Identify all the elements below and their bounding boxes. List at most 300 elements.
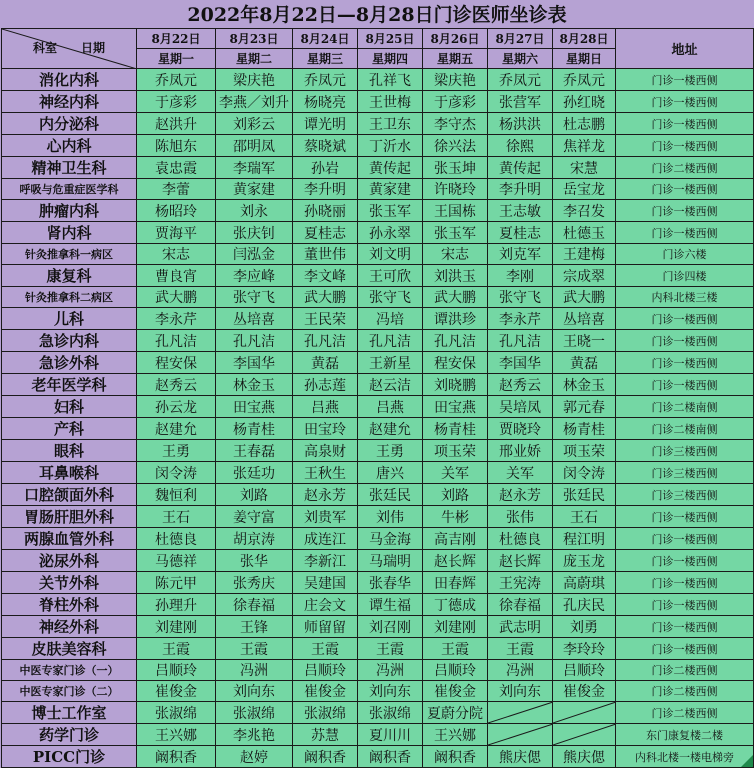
schedule-body bbox=[2, 29, 754, 768]
doctor-cell: 王国栋 bbox=[423, 200, 488, 222]
doctor-cell: 王霞 bbox=[488, 638, 553, 660]
doctor-cell: 武大鹏 bbox=[137, 287, 216, 308]
doctor-cell: 乔凤元 bbox=[488, 69, 553, 91]
corner-cell bbox=[2, 29, 137, 69]
doctor-cell: 李应峰 bbox=[216, 265, 293, 287]
doctor-cell: 杜德玉 bbox=[553, 222, 616, 244]
doctor-cell: 王卫东 bbox=[358, 113, 423, 135]
doctor-cell: 刘路 bbox=[216, 484, 293, 506]
doctor-cell: 孙志莲 bbox=[293, 374, 358, 396]
doctor-cell: 刘洪玉 bbox=[423, 265, 488, 287]
department-name: 产科 bbox=[2, 418, 137, 440]
address-cell: 门诊一楼西侧 bbox=[616, 550, 754, 572]
address-cell: 门诊一楼西侧 bbox=[616, 506, 754, 528]
table-row bbox=[2, 135, 754, 157]
doctor-cell: 刘伟 bbox=[358, 506, 423, 528]
doctor-cell: 宋志 bbox=[137, 244, 216, 265]
weekday-header: 星期三 bbox=[293, 49, 358, 69]
doctor-cell: 赵云洁 bbox=[358, 374, 423, 396]
doctor-cell: 吕顺玲 bbox=[553, 660, 616, 681]
doctor-cell: 张淑绵 bbox=[137, 702, 216, 724]
doctor-cell: 谭生福 bbox=[358, 594, 423, 616]
weekday-header: 星期五 bbox=[423, 49, 488, 69]
department-name: 关节外科 bbox=[2, 572, 137, 594]
table-row bbox=[2, 396, 754, 418]
date-header: 8月26日 bbox=[423, 29, 488, 49]
doctor-cell: 乔凤元 bbox=[293, 69, 358, 91]
doctor-cell: 孔凡洁 bbox=[488, 330, 553, 352]
diagonal-line bbox=[488, 702, 553, 723]
doctor-cell: 张守飞 bbox=[358, 287, 423, 308]
doctor-cell: 李刚 bbox=[488, 265, 553, 287]
doctor-cell: 王石 bbox=[553, 506, 616, 528]
date-header: 8月23日 bbox=[216, 29, 293, 49]
table-row bbox=[2, 572, 754, 594]
doctor-cell: 赵洪升 bbox=[137, 113, 216, 135]
diagonal-line bbox=[553, 702, 616, 723]
table-row bbox=[2, 265, 754, 287]
empty-cell bbox=[488, 702, 553, 724]
doctor-cell: 张廷民 bbox=[553, 484, 616, 506]
doctor-cell: 王勇 bbox=[358, 440, 423, 462]
address-cell: 门诊一楼西侧 bbox=[616, 200, 754, 222]
table-row bbox=[2, 200, 754, 222]
weekday-header: 星期二 bbox=[216, 49, 293, 69]
doctor-cell: 马金海 bbox=[358, 528, 423, 550]
table-row bbox=[2, 528, 754, 550]
department-name: 消化内科 bbox=[2, 69, 137, 91]
doctor-cell: 田春辉 bbox=[423, 572, 488, 594]
doctor-cell: 杨洪洪 bbox=[488, 113, 553, 135]
doctor-cell: 王民荣 bbox=[293, 308, 358, 330]
doctor-cell: 徐熙 bbox=[488, 135, 553, 157]
table-row bbox=[2, 724, 754, 746]
address-cell: 门诊一楼西侧 bbox=[616, 179, 754, 200]
doctor-cell: 林金玉 bbox=[553, 374, 616, 396]
doctor-cell: 阚积香 bbox=[358, 746, 423, 768]
department-name: 两腺血管外科 bbox=[2, 528, 137, 550]
doctor-cell: 唐兴 bbox=[358, 462, 423, 484]
table-row bbox=[2, 616, 754, 638]
address-cell: 门诊一楼西侧 bbox=[616, 330, 754, 352]
doctor-cell: 王建梅 bbox=[553, 244, 616, 265]
doctor-cell: 孔凡洁 bbox=[137, 330, 216, 352]
address-cell: 内科北楼三楼 bbox=[616, 287, 754, 308]
department-name: 口腔颌面外科 bbox=[2, 484, 137, 506]
corner-label: 科室 日期 bbox=[32, 41, 105, 55]
doctor-cell: 杨昭玲 bbox=[137, 200, 216, 222]
doctor-cell: 乔凤元 bbox=[137, 69, 216, 91]
doctor-cell: 刘建刚 bbox=[137, 616, 216, 638]
department-name: 耳鼻喉科 bbox=[2, 462, 137, 484]
empty-cell bbox=[488, 724, 553, 746]
department-name: 肾内科 bbox=[2, 222, 137, 244]
doctor-cell: 岳宝龙 bbox=[553, 179, 616, 200]
address-cell: 门诊三楼西侧 bbox=[616, 440, 754, 462]
doctor-cell: 冯培 bbox=[358, 308, 423, 330]
weekday-header: 星期日 bbox=[553, 49, 616, 69]
date-header: 8月25日 bbox=[358, 29, 423, 49]
doctor-cell: 李蕾 bbox=[137, 179, 216, 200]
doctor-cell: 夏蔚分院 bbox=[423, 702, 488, 724]
address-cell: 门诊二楼西侧 bbox=[616, 157, 754, 179]
doctor-cell: 梁庆艳 bbox=[216, 69, 293, 91]
table-row bbox=[2, 681, 754, 702]
doctor-cell: 徐兴法 bbox=[423, 135, 488, 157]
doctor-cell: 袁忠霞 bbox=[137, 157, 216, 179]
doctor-cell: 田宝玲 bbox=[293, 418, 358, 440]
department-name: 肿瘤内科 bbox=[2, 200, 137, 222]
address-cell: 门诊一楼西侧 bbox=[616, 594, 754, 616]
doctor-cell: 张伟 bbox=[488, 506, 553, 528]
address-cell: 东门康复楼二楼 bbox=[616, 724, 754, 746]
department-name: 皮肤美容科 bbox=[2, 638, 137, 660]
doctor-cell: 赵长辉 bbox=[423, 550, 488, 572]
doctor-cell: 郭元春 bbox=[553, 396, 616, 418]
table-row bbox=[2, 244, 754, 265]
doctor-cell: 李升明 bbox=[293, 179, 358, 200]
doctor-cell: 张庆钊 bbox=[216, 222, 293, 244]
doctor-cell: 梁庆艳 bbox=[423, 69, 488, 91]
doctor-cell: 孙晓丽 bbox=[293, 200, 358, 222]
doctor-cell: 张廷功 bbox=[216, 462, 293, 484]
weekday-header: 星期一 bbox=[137, 49, 216, 69]
doctor-cell: 高泉财 bbox=[293, 440, 358, 462]
doctor-cell: 王新星 bbox=[358, 352, 423, 374]
doctor-cell: 王石 bbox=[137, 506, 216, 528]
address-cell: 门诊二楼西侧 bbox=[616, 660, 754, 681]
table-row bbox=[2, 352, 754, 374]
department-name: 药学门诊 bbox=[2, 724, 137, 746]
doctor-cell: 王晓一 bbox=[553, 330, 616, 352]
doctor-cell: 王世梅 bbox=[358, 91, 423, 113]
doctor-cell: 宗成翠 bbox=[553, 265, 616, 287]
doctor-cell: 赵建允 bbox=[358, 418, 423, 440]
table-row bbox=[2, 702, 754, 724]
diagonal-line bbox=[553, 724, 616, 745]
doctor-cell: 黄家建 bbox=[358, 179, 423, 200]
address-cell: 门诊一楼西侧 bbox=[616, 308, 754, 330]
address-cell: 门诊一楼西侧 bbox=[616, 69, 754, 91]
address-cell: 内科北楼一楼电梯旁 bbox=[616, 746, 754, 768]
department-name: 心内科 bbox=[2, 135, 137, 157]
date-header: 8月24日 bbox=[293, 29, 358, 49]
weekday-header: 星期六 bbox=[488, 49, 553, 69]
resize-corner-icon bbox=[741, 755, 753, 767]
doctor-cell: 王霞 bbox=[216, 638, 293, 660]
doctor-cell: 王霞 bbox=[137, 638, 216, 660]
address-cell: 门诊一楼西侧 bbox=[616, 638, 754, 660]
address-cell: 门诊四楼 bbox=[616, 265, 754, 287]
doctor-cell: 黄传起 bbox=[488, 157, 553, 179]
doctor-cell: 杨青桂 bbox=[423, 418, 488, 440]
doctor-cell: 谭洪珍 bbox=[423, 308, 488, 330]
doctor-cell: 张玉军 bbox=[358, 200, 423, 222]
department-name: 内分泌科 bbox=[2, 113, 137, 135]
doctor-cell: 张廷民 bbox=[358, 484, 423, 506]
doctor-cell: 焦祥龙 bbox=[553, 135, 616, 157]
doctor-cell: 项玉荣 bbox=[423, 440, 488, 462]
doctor-cell: 刘文明 bbox=[358, 244, 423, 265]
doctor-cell: 孙永翠 bbox=[358, 222, 423, 244]
doctor-cell: 刘克军 bbox=[488, 244, 553, 265]
doctor-cell: 闵令涛 bbox=[553, 462, 616, 484]
doctor-cell: 于彦彩 bbox=[137, 91, 216, 113]
address-cell: 门诊一楼西侧 bbox=[616, 135, 754, 157]
department-name: 呼吸与危重症医学科 bbox=[2, 179, 137, 200]
doctor-cell: 孙理升 bbox=[137, 594, 216, 616]
doctor-cell: 阚积香 bbox=[137, 746, 216, 768]
table-row bbox=[2, 179, 754, 200]
doctor-cell: 孙云龙 bbox=[137, 396, 216, 418]
table-row bbox=[2, 418, 754, 440]
doctor-cell: 武大鹏 bbox=[293, 287, 358, 308]
doctor-cell: 王锋 bbox=[216, 616, 293, 638]
page-title: 2022年8月22日—8月28日门诊医师坐诊表 bbox=[0, 0, 754, 28]
doctor-cell: 王宪涛 bbox=[488, 572, 553, 594]
doctor-cell: 孙红晓 bbox=[553, 91, 616, 113]
doctor-cell: 李燕／刘升 bbox=[216, 91, 293, 113]
doctor-cell: 贾海平 bbox=[137, 222, 216, 244]
address-header: 地址 bbox=[616, 29, 754, 69]
doctor-cell: 李国华 bbox=[216, 352, 293, 374]
doctor-cell: 田宝燕 bbox=[216, 396, 293, 418]
department-name: 神经外科 bbox=[2, 616, 137, 638]
doctor-cell: 冯洲 bbox=[488, 660, 553, 681]
doctor-cell: 王勇 bbox=[137, 440, 216, 462]
department-name: 博士工作室 bbox=[2, 702, 137, 724]
doctor-cell: 吕顺玲 bbox=[137, 660, 216, 681]
table-row bbox=[2, 113, 754, 135]
doctor-cell: 宋志 bbox=[423, 244, 488, 265]
doctor-cell: 刘召刚 bbox=[358, 616, 423, 638]
table-row bbox=[2, 484, 754, 506]
department-name: 泌尿外科 bbox=[2, 550, 137, 572]
doctor-cell: 刘彩云 bbox=[216, 113, 293, 135]
doctor-cell: 赵永芳 bbox=[488, 484, 553, 506]
doctor-cell: 孔凡洁 bbox=[358, 330, 423, 352]
doctor-cell: 李新江 bbox=[293, 550, 358, 572]
doctor-cell: 姜守富 bbox=[216, 506, 293, 528]
doctor-cell: 王霞 bbox=[423, 638, 488, 660]
doctor-cell: 杜志鹏 bbox=[553, 113, 616, 135]
address-cell: 门诊一楼西侧 bbox=[616, 113, 754, 135]
department-name: 康复科 bbox=[2, 265, 137, 287]
doctor-cell: 张玉军 bbox=[423, 222, 488, 244]
doctor-cell: 阚积香 bbox=[293, 746, 358, 768]
doctor-cell: 王春磊 bbox=[216, 440, 293, 462]
department-name: 儿科 bbox=[2, 308, 137, 330]
date-header: 8月27日 bbox=[488, 29, 553, 49]
weekday-header: 星期四 bbox=[358, 49, 423, 69]
table-row bbox=[2, 440, 754, 462]
doctor-cell: 孔凡洁 bbox=[293, 330, 358, 352]
doctor-cell: 孔凡洁 bbox=[216, 330, 293, 352]
department-name: 胃肠肝胆外科 bbox=[2, 506, 137, 528]
address-cell: 门诊一楼西侧 bbox=[616, 91, 754, 113]
doctor-cell: 崔俊金 bbox=[137, 681, 216, 702]
doctor-cell: 黄磊 bbox=[553, 352, 616, 374]
doctor-cell: 程安保 bbox=[423, 352, 488, 374]
doctor-cell: 武大鹏 bbox=[423, 287, 488, 308]
department-name: 针灸推拿科二病区 bbox=[2, 287, 137, 308]
doctor-cell: 李守杰 bbox=[423, 113, 488, 135]
address-cell: 门诊三楼西侧 bbox=[616, 484, 754, 506]
table-row bbox=[2, 287, 754, 308]
doctor-cell: 夏桂志 bbox=[488, 222, 553, 244]
table-row bbox=[2, 746, 754, 768]
doctor-cell: 孙岩 bbox=[293, 157, 358, 179]
doctor-cell: 程江明 bbox=[553, 528, 616, 550]
address-cell: 门诊六楼 bbox=[616, 244, 754, 265]
doctor-cell: 夏桂志 bbox=[293, 222, 358, 244]
doctor-cell: 孔祥飞 bbox=[358, 69, 423, 91]
table-row bbox=[2, 638, 754, 660]
empty-cell bbox=[553, 724, 616, 746]
address-cell: 门诊一楼西侧 bbox=[616, 222, 754, 244]
table-row bbox=[2, 330, 754, 352]
doctor-cell: 闫泓金 bbox=[216, 244, 293, 265]
address-cell: 门诊一楼西侧 bbox=[616, 528, 754, 550]
doctor-cell: 杨青桂 bbox=[216, 418, 293, 440]
doctor-cell: 项玉荣 bbox=[553, 440, 616, 462]
doctor-cell: 曹良宵 bbox=[137, 265, 216, 287]
doctor-cell: 刘永 bbox=[216, 200, 293, 222]
doctor-cell: 吕顺玲 bbox=[293, 660, 358, 681]
doctor-cell: 许晓玲 bbox=[423, 179, 488, 200]
table-row bbox=[2, 594, 754, 616]
doctor-cell: 王秋生 bbox=[293, 462, 358, 484]
doctor-cell: 闵令涛 bbox=[137, 462, 216, 484]
doctor-cell: 张守飞 bbox=[488, 287, 553, 308]
doctor-cell: 丛培喜 bbox=[553, 308, 616, 330]
doctor-cell: 杨晓亮 bbox=[293, 91, 358, 113]
doctor-cell: 黄磊 bbox=[293, 352, 358, 374]
table-row bbox=[2, 91, 754, 113]
table-row bbox=[2, 308, 754, 330]
doctor-cell: 吴培凤 bbox=[488, 396, 553, 418]
doctor-cell: 于彦彩 bbox=[423, 91, 488, 113]
doctor-cell: 程安保 bbox=[137, 352, 216, 374]
doctor-cell: 庞玉龙 bbox=[553, 550, 616, 572]
doctor-cell: 孔庆民 bbox=[553, 594, 616, 616]
doctor-cell: 张守飞 bbox=[216, 287, 293, 308]
doctor-cell: 陈元甲 bbox=[137, 572, 216, 594]
doctor-cell: 刘勇 bbox=[553, 616, 616, 638]
doctor-cell: 张秀庆 bbox=[216, 572, 293, 594]
department-name: 老年医学科 bbox=[2, 374, 137, 396]
doctor-cell: 乔凤元 bbox=[553, 69, 616, 91]
address-cell: 门诊二楼西侧 bbox=[616, 702, 754, 724]
doctor-cell: 张淑绵 bbox=[216, 702, 293, 724]
doctor-cell: 赵建允 bbox=[137, 418, 216, 440]
doctor-cell: 张淑绵 bbox=[358, 702, 423, 724]
doctor-cell: 杨青桂 bbox=[553, 418, 616, 440]
doctor-cell: 徐春福 bbox=[216, 594, 293, 616]
address-cell: 门诊二楼南侧 bbox=[616, 396, 754, 418]
doctor-cell: 徐春福 bbox=[488, 594, 553, 616]
doctor-cell: 刘路 bbox=[423, 484, 488, 506]
doctor-cell: 魏恒利 bbox=[137, 484, 216, 506]
table-row bbox=[2, 69, 754, 91]
doctor-cell: 王志敏 bbox=[488, 200, 553, 222]
doctor-cell: 李升明 bbox=[488, 179, 553, 200]
address-cell: 门诊二楼南侧 bbox=[616, 418, 754, 440]
doctor-cell: 张华 bbox=[216, 550, 293, 572]
doctor-cell: 张营军 bbox=[488, 91, 553, 113]
doctor-cell: 庄会文 bbox=[293, 594, 358, 616]
doctor-cell: 李瑞军 bbox=[216, 157, 293, 179]
doctor-cell: 孔凡洁 bbox=[423, 330, 488, 352]
doctor-cell: 冯洲 bbox=[216, 660, 293, 681]
department-name: 妇科 bbox=[2, 396, 137, 418]
doctor-cell: 阚积香 bbox=[423, 746, 488, 768]
doctor-cell: 王可欣 bbox=[358, 265, 423, 287]
address-cell: 门诊一楼西侧 bbox=[616, 572, 754, 594]
doctor-cell: 马瑞明 bbox=[358, 550, 423, 572]
doctor-cell: 蔡晓斌 bbox=[293, 135, 358, 157]
department-name: 眼科 bbox=[2, 440, 137, 462]
doctor-cell: 马德祥 bbox=[137, 550, 216, 572]
schedule-table bbox=[1, 28, 754, 768]
doctor-cell: 赵永芳 bbox=[293, 484, 358, 506]
doctor-cell: 宋慧 bbox=[553, 157, 616, 179]
doctor-cell: 赵秀云 bbox=[488, 374, 553, 396]
doctor-cell: 吕燕 bbox=[358, 396, 423, 418]
doctor-cell: 吕顺玲 bbox=[423, 660, 488, 681]
doctor-cell: 吕燕 bbox=[293, 396, 358, 418]
address-cell: 门诊一楼西侧 bbox=[616, 616, 754, 638]
department-name: 中医专家门诊（一） bbox=[2, 660, 137, 681]
doctor-cell: 李国华 bbox=[488, 352, 553, 374]
address-cell: 门诊二楼西侧 bbox=[616, 681, 754, 702]
doctor-cell: 丁沂水 bbox=[358, 135, 423, 157]
doctor-cell: 赵秀云 bbox=[137, 374, 216, 396]
table-row bbox=[2, 550, 754, 572]
department-name: 急诊内科 bbox=[2, 330, 137, 352]
doctor-cell: 林金玉 bbox=[216, 374, 293, 396]
doctor-cell: 贾晓玲 bbox=[488, 418, 553, 440]
doctor-cell: 崔俊金 bbox=[423, 681, 488, 702]
doctor-cell: 胡京涛 bbox=[216, 528, 293, 550]
doctor-cell: 杜德良 bbox=[137, 528, 216, 550]
doctor-cell: 陈旭东 bbox=[137, 135, 216, 157]
doctor-cell: 李永芹 bbox=[137, 308, 216, 330]
doctor-cell: 吴建国 bbox=[293, 572, 358, 594]
doctor-cell: 李玲玲 bbox=[553, 638, 616, 660]
doctor-cell: 李文峰 bbox=[293, 265, 358, 287]
doctor-cell: 黄传起 bbox=[358, 157, 423, 179]
doctor-cell: 王霞 bbox=[293, 638, 358, 660]
department-name: 神经内科 bbox=[2, 91, 137, 113]
doctor-cell: 李兆艳 bbox=[216, 724, 293, 746]
table-row bbox=[2, 660, 754, 681]
empty-cell bbox=[553, 702, 616, 724]
doctor-cell: 谭光明 bbox=[293, 113, 358, 135]
doctor-cell: 丁德成 bbox=[423, 594, 488, 616]
department-name: 针灸推拿科一病区 bbox=[2, 244, 137, 265]
date-header: 8月28日 bbox=[553, 29, 616, 49]
table-row bbox=[2, 374, 754, 396]
doctor-cell: 武大鹏 bbox=[553, 287, 616, 308]
doctor-cell: 牛彬 bbox=[423, 506, 488, 528]
doctor-cell: 田宝燕 bbox=[423, 396, 488, 418]
doctor-cell: 刘向东 bbox=[488, 681, 553, 702]
department-name: PICC门诊 bbox=[2, 746, 137, 768]
doctor-cell: 冯洲 bbox=[358, 660, 423, 681]
doctor-cell: 崔俊金 bbox=[553, 681, 616, 702]
doctor-cell: 成连江 bbox=[293, 528, 358, 550]
